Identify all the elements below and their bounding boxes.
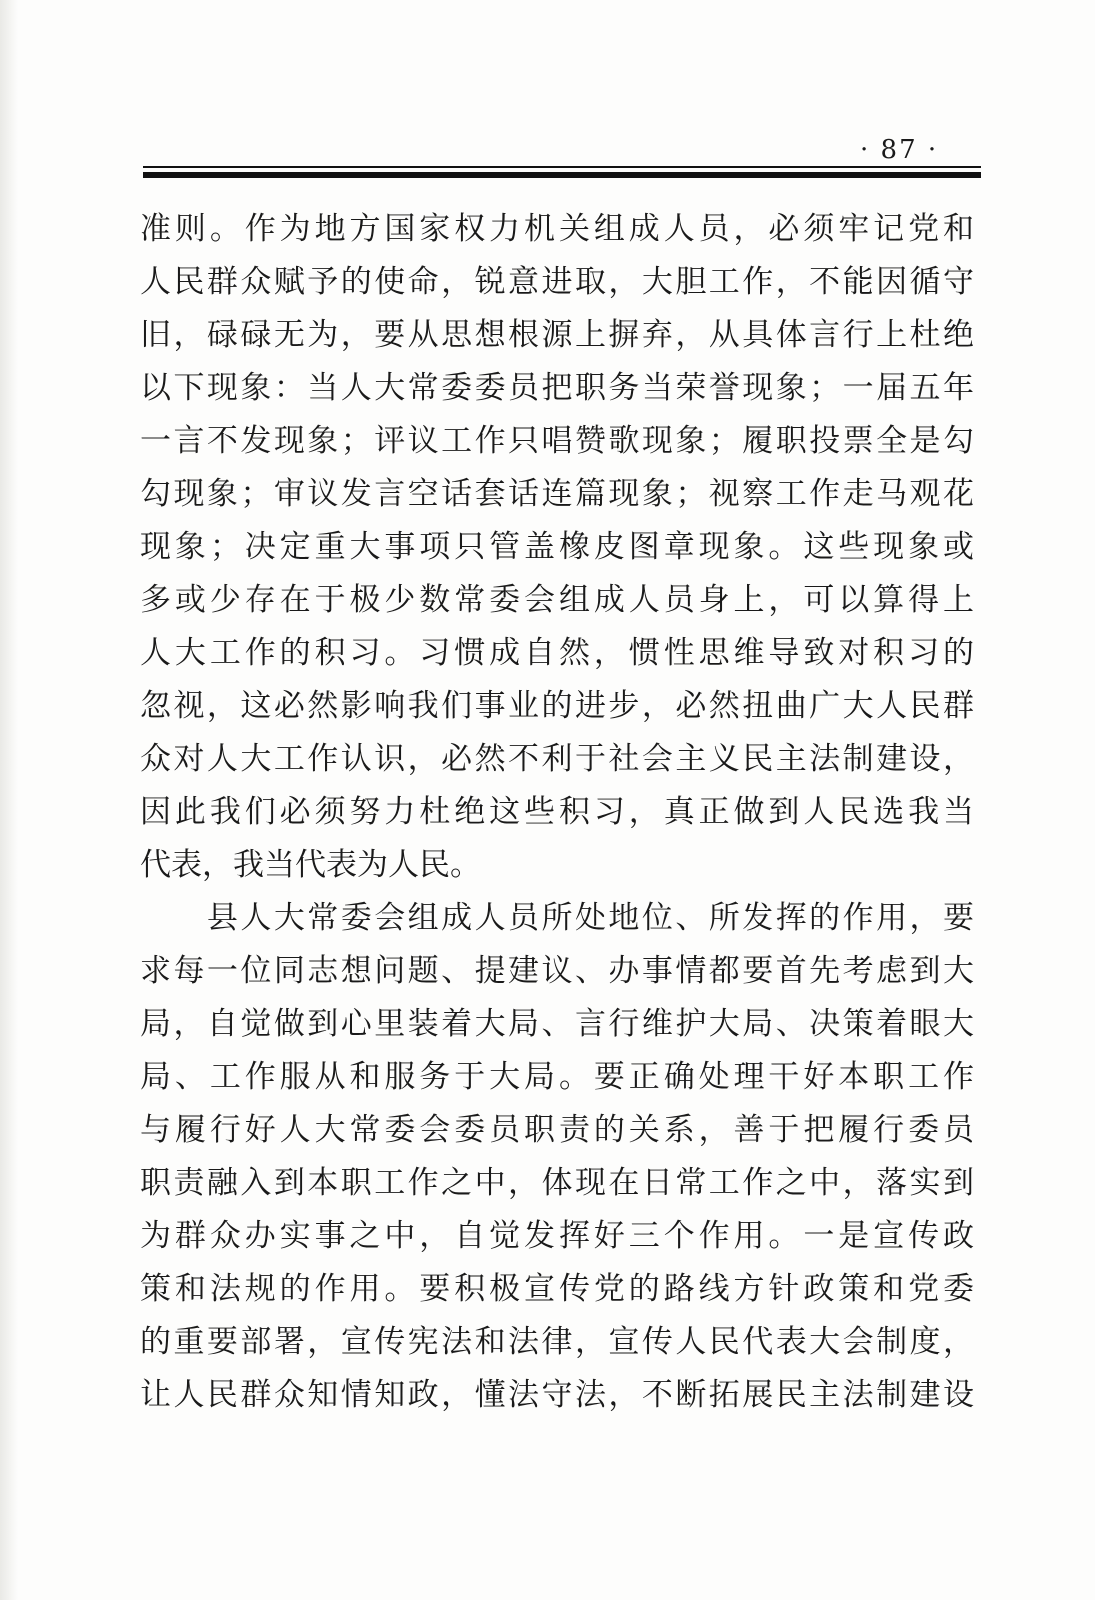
text-line: 准则。作为地方国家权力机关组成人员，必须牢记党和 [140,211,974,247]
page-edge-shadow [0,0,18,1600]
text-line: 以下现象：当人大常委委员把职务当荣誉现象；一届五年 [140,370,974,406]
text-line: 勾现象；审议发言空话套话连篇现象；视察工作走马观花 [140,476,974,512]
text-line: 因此我们必须努力杜绝这些积习，真正做到人民选我当 [140,794,974,830]
text-line: 为群众办实事之中，自觉发挥好三个作用。一是宣传政 [140,1218,974,1254]
text-line: 职责融入到本职工作之中，体现在日常工作之中，落实到 [140,1165,974,1201]
header-rule-thin [143,166,981,168]
text-line: 忽视，这必然影响我们事业的进步，必然扭曲广大人民群 [140,688,974,724]
text-line: 人民群众赋予的使命，锐意进取，大胆工作，不能因循守 [140,264,974,300]
header-rule-thick [143,172,981,178]
text-line: 策和法规的作用。要积极宣传党的路线方针政策和党委 [140,1271,974,1307]
text-line: 县人大常委会组成人员所处地位、所发挥的作用，要 [140,900,974,936]
text-line: 一言不发现象；评议工作只唱赞歌现象；履职投票全是勾 [140,423,974,459]
text-line: 代表，我当代表为人民。 [140,847,481,883]
text-line: 现象；决定重大事项只管盖橡皮图章现象。这些现象或 [140,529,974,565]
text-line: 与履行好人大常委会委员职责的关系，善于把履行委员 [140,1112,974,1148]
text-line: 让人民群众知情知政，懂法守法，不断拓展民主法制建设 [140,1377,974,1413]
text-line: 多或少存在于极少数常委会组成人员身上，可以算得上 [140,582,974,618]
text-line: 求每一位同志想问题、提建议、办事情都要首先考虑到大 [140,953,974,989]
body-text [140,203,974,1422]
text-line: 人大工作的积习。习惯成自然，惯性思维导致对积习的 [140,635,974,671]
text-line: 局，自觉做到心里装着大局、言行维护大局、决策着眼大 [140,1006,974,1042]
text-line: 旧，碌碌无为，要从思想根源上摒弃，从具体言行上杜绝 [140,317,974,353]
text-line: 局、工作服从和服务于大局。要正确处理干好本职工作 [140,1059,974,1095]
page-number: · 87 · [860,135,939,165]
text-line: 的重要部署，宣传宪法和法律，宣传人民代表大会制度， [140,1324,974,1360]
text-line: 众对人大工作认识，必然不利于社会主义民主法制建设， [140,741,974,777]
